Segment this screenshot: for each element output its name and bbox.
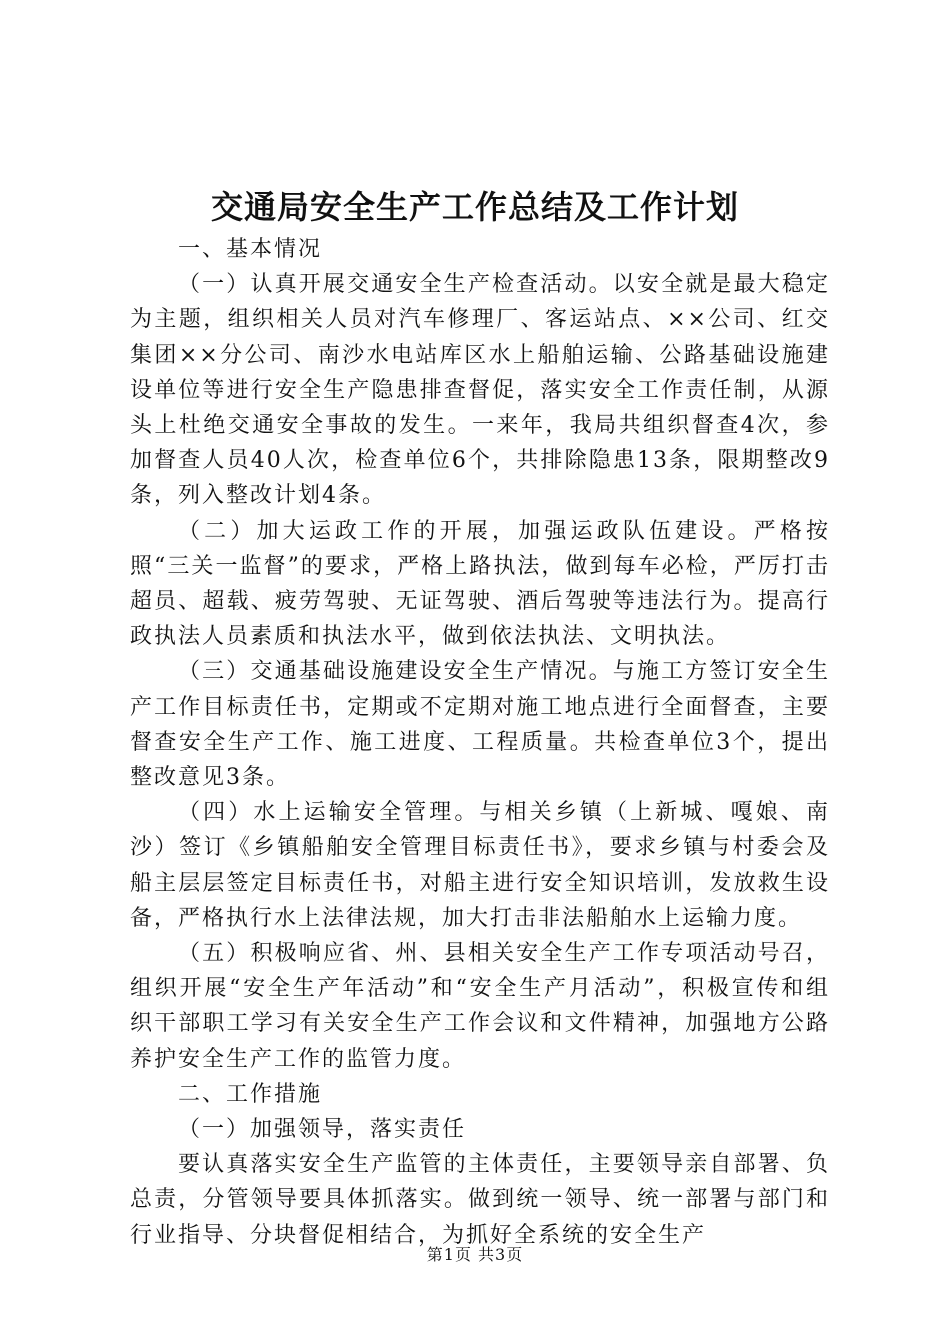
- page-footer: 第1页 共3页: [426, 1245, 524, 1264]
- document-body: [130, 232, 830, 1253]
- paragraph-item-1: （一）认真开展交通安全生产检查活动。以安全就是最大稳定为主题，组织相关人员对汽车修理厂、客运站点、××公司、红交集团××分公司、南沙水电站库区水上船舶运输、公路基础设施建设单位等进行安全生产隐患排查督促，落实安全工作责任制，从源头上杜绝交通安全事故的发生。一来年，我局共组织督查4次，参加督查人员40人次，检查单位6个，共排除隐患13条，限期整改9条，列入整改计划4条。: [130, 272, 830, 509]
- paragraph-item-2: （二）加大运政工作的开展，加强运政队伍建设。严格按照“三关一监督”的要求，严格上路执法，做到每车必检，严厉打击超员、超载、疲劳驾驶、无证驾驶、酒后驾驶等违法行为。提高行政执法人员素质和执法水平，做到依法执法、文明执法。: [130, 518, 830, 650]
- paragraph-item-4: （四）水上运输安全管理。与相关乡镇（上新城、嘎娘、南沙）签订《乡镇船舶安全管理目标责任书》，要求乡镇与村委会及船主层层签定目标责任书，对船主进行安全知识培训，发放救生设备，严格执行水上法律法规，加大打击非法船舶水上运输力度。: [130, 800, 830, 931]
- section-heading-work-measures: 二、工作措施: [178, 1081, 323, 1107]
- paragraph-leadership: 要认真落实安全生产监管的主体责任，主要领导亲自部署、负总责，分管领导要具体抓落实。做到统一领导、统一部署与部门和行业指导、分块督促相结合，为抓好全系统的安全生产: [130, 1152, 830, 1248]
- paragraph-item-3: （三）交通基础设施建设安全生产情况。与施工方签订安全生产工作目标责任书，定期或不定期对施工地点进行全面督查，主要督查安全生产工作、施工进度、工程质量。共检查单位3个，提出整改意见3条。: [130, 659, 830, 791]
- paragraph-item-5: （五）积极响应省、州、县相关安全生产工作专项活动号召，组织开展“安全生产年活动”和“安全生产月活动”，积极宣传和组织干部职工学习有关安全生产工作会议和文件精神，加强地方公路养护安全生产工作的监管力度。: [130, 941, 830, 1072]
- subsection-heading-leadership: （一）加强领导，落实责任: [178, 1117, 467, 1143]
- document-title: 交通局安全生产工作总结及工作计划: [210, 188, 739, 226]
- section-heading-basic-situation: 一、基本情况: [178, 237, 323, 262]
